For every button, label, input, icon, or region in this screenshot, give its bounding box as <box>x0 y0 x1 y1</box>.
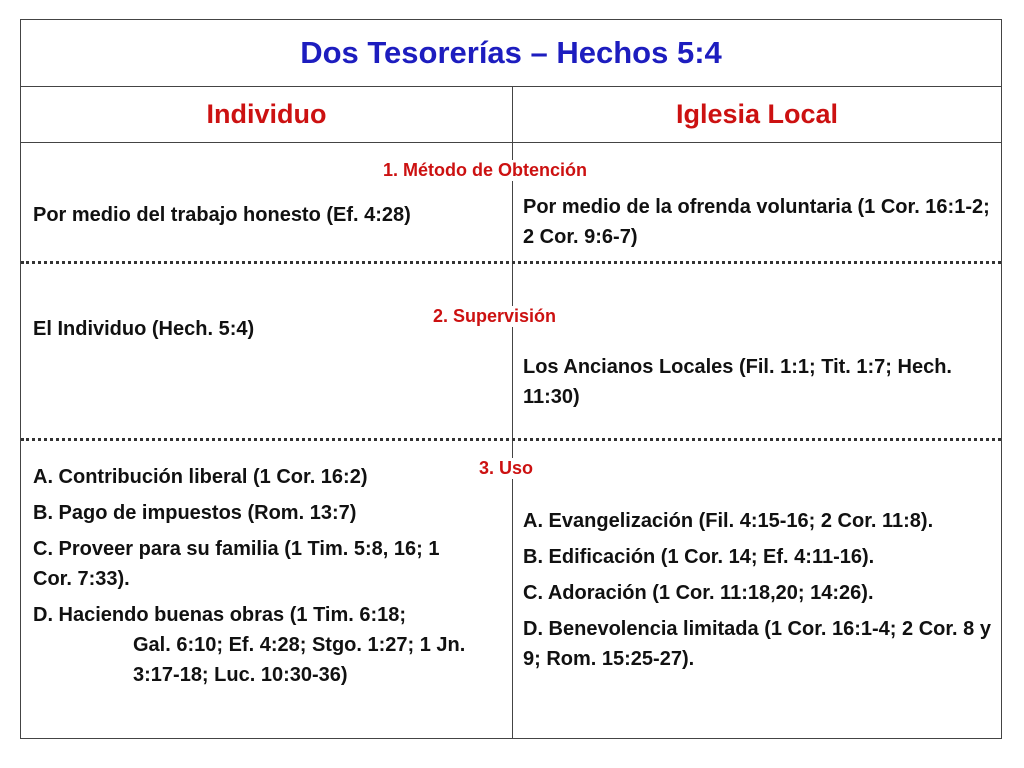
treasuries-table <box>20 19 1002 739</box>
church-use-item-c: C. Adoración (1 Cor. 11:18,20; 14:26). <box>523 582 874 604</box>
church-use-item-d: D. Benevolencia limitada (1 Cor. 16:1-4; 2 Cor. 8 y 9; Rom. 15:25-27). <box>523 618 991 670</box>
church-use-list <box>523 506 993 680</box>
individual-use-item-d-refs: Gal. 6:10; Ef. 4:28; Stgo. 1:27; 1 Jn. 3:17-18; Luc. 10:30-36) <box>133 634 466 686</box>
header-local-church: Iglesia Local <box>675 99 839 129</box>
column-divider <box>512 87 513 738</box>
header-individual: Individuo <box>206 99 327 129</box>
individual-use-item-d: D. Haciendo buenas obras (1 Tim. 6:18; <box>33 604 407 626</box>
page-title: Dos Tesorerías – Hechos 5:4 <box>21 20 1001 87</box>
church-use-item-a: A. Evangelización (Fil. 4:15-16; 2 Cor. 11:8). <box>523 510 934 532</box>
section-divider-2 <box>21 438 1001 441</box>
section-label-use: 3. Uso <box>473 458 539 479</box>
individual-supervision: El Individuo (Hech. 5:4) <box>33 318 255 340</box>
church-use-item-b: B. Edificación (1 Cor. 14; Ef. 4:11-16). <box>523 546 875 568</box>
section-label-obtention: 1. Método de Obtención <box>377 160 593 181</box>
header-row <box>21 87 1001 143</box>
section-label-supervision: 2. Supervisión <box>427 306 562 327</box>
individual-use-item-b: B. Pago de impuestos (Rom. 13:7) <box>33 502 357 524</box>
individual-use-list <box>33 462 473 690</box>
church-obtention: Por medio de la ofrenda voluntaria (1 Cor. 16:1-2; 2 Cor. 9:6-7) <box>523 196 990 248</box>
section-divider-1 <box>21 261 1001 264</box>
individual-obtention: Por medio del trabajo honesto (Ef. 4:28) <box>33 204 411 226</box>
individual-use-item-a: A. Contribución liberal (1 Cor. 16:2) <box>33 466 368 488</box>
individual-use-item-c: C. Proveer para su familia (1 Tim. 5:8, 16; 1 Cor. 7:33). <box>33 538 440 590</box>
church-supervision: Los Ancianos Locales (Fil. 1:1; Tit. 1:7; Hech. 11:30) <box>523 356 952 408</box>
